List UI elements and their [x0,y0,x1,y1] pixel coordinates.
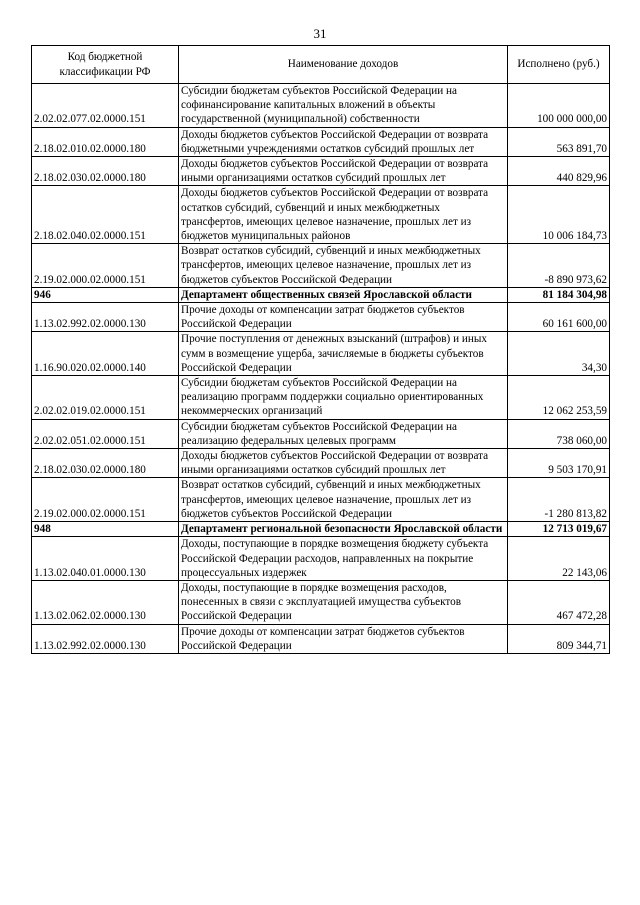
table-row [32,478,610,522]
name-cell: Прочие поступления от денежных взысканий (штрафов) и иных сумм в возмещение ущерба, зачисляемые в бюджеты субъектов Российской Федерации [179,332,508,376]
table-row [32,157,610,186]
amount-cell: 467 472,28 [508,580,610,624]
amount-cell: -1 280 813,82 [508,478,610,522]
header-amount: Исполнено (руб.) [508,46,610,84]
name-cell: Прочие доходы от компенсации затрат бюджетов субъектов Российской Федерации [179,303,508,332]
table-row [32,127,610,156]
name-cell: Департамент общественных связей Ярославской области [179,287,508,302]
name-cell: Прочие доходы от компенсации затрат бюджетов субъектов Российской Федерации [179,624,508,653]
amount-cell: 60 161 600,00 [508,303,610,332]
amount-cell: 12 713 019,67 [508,522,610,537]
code-cell: 1.13.02.992.02.0000.130 [32,303,179,332]
table-row [32,376,610,420]
revenue-table [31,45,610,654]
amount-cell: 10 006 184,73 [508,186,610,244]
amount-cell: -8 890 973,62 [508,244,610,288]
table-row [32,244,610,288]
amount-cell: 440 829,96 [508,157,610,186]
table-row [32,580,610,624]
code-cell: 2.19.02.000.02.0000.151 [32,478,179,522]
name-cell: Субсидии бюджетам субъектов Российской Федерации на реализацию федеральных целевых программ [179,419,508,448]
code-cell: 2.18.02.010.02.0000.180 [32,127,179,156]
amount-cell: 100 000 000,00 [508,84,610,128]
code-cell: 948 [32,522,179,537]
table-header-row [32,46,610,84]
code-cell: 1.16.90.020.02.0000.140 [32,332,179,376]
table-row [32,449,610,478]
code-cell: 1.13.02.040.01.0000.130 [32,537,179,581]
table-row [32,84,610,128]
department-row [32,522,610,537]
name-cell: Доходы, поступающие в порядке возмещения бюджету субъекта Российской Федерации расходов, направленных на покрытие процессуальных издержек [179,537,508,581]
code-cell: 1.13.02.062.02.0000.130 [32,580,179,624]
table-row [32,419,610,448]
name-cell: Доходы бюджетов субъектов Российской Федерации от возврата иными организациями остатков субсидий прошлых лет [179,157,508,186]
name-cell: Субсидии бюджетам субъектов Российской Федерации на софинансирование капитальных вложений в объекты государственной (муниципальной) собственности [179,84,508,128]
name-cell: Доходы бюджетов субъектов Российской Федерации от возврата остатков субсидий, субвенций и иных межбюджетных трансфертов, имеющих целевое назначение, прошлых лет из бюджетов муниципальных районов [179,186,508,244]
code-cell: 946 [32,287,179,302]
page-number: 31 [313,26,327,41]
amount-cell: 34,30 [508,332,610,376]
amount-cell: 809 344,71 [508,624,610,653]
amount-cell: 9 503 170,91 [508,449,610,478]
amount-cell: 563 891,70 [508,127,610,156]
name-cell: Возврат остатков субсидий, субвенций и иных межбюджетных трансфертов, имеющих целевое назначение, прошлых лет из бюджетов субъектов Российской Федерации [179,244,508,288]
code-cell: 1.13.02.992.02.0000.130 [32,624,179,653]
amount-cell: 738 060,00 [508,419,610,448]
header-code: Код бюджетной классификации РФ [32,46,179,84]
code-cell: 2.18.02.040.02.0000.151 [32,186,179,244]
table-row [32,186,610,244]
name-cell: Доходы бюджетов субъектов Российской Федерации от возврата бюджетными учреждениями остатков субсидий прошлых лет [179,127,508,156]
table-row [32,537,610,581]
code-cell: 2.19.02.000.02.0000.151 [32,244,179,288]
name-cell: Возврат остатков субсидий, субвенций и иных межбюджетных трансфертов, имеющих целевое назначение, прошлых лет из бюджетов субъектов Российской Федерации [179,478,508,522]
code-cell: 2.18.02.030.02.0000.180 [32,157,179,186]
amount-cell: 22 143,06 [508,537,610,581]
code-cell: 2.02.02.077.02.0000.151 [32,84,179,128]
amount-cell: 81 184 304,98 [508,287,610,302]
table-row [32,624,610,653]
code-cell: 2.02.02.019.02.0000.151 [32,376,179,420]
department-row [32,287,610,302]
name-cell: Доходы бюджетов субъектов Российской Федерации от возврата иными организациями остатков субсидий прошлых лет [179,449,508,478]
code-cell: 2.02.02.051.02.0000.151 [32,419,179,448]
name-cell: Департамент региональной безопасности Ярославской области [179,522,508,537]
amount-cell: 12 062 253,59 [508,376,610,420]
code-cell: 2.18.02.030.02.0000.180 [32,449,179,478]
name-cell: Субсидии бюджетам субъектов Российской Федерации на реализацию программ поддержки социально ориентированных некоммерческих организаций [179,376,508,420]
header-name: Наименование доходов [179,46,508,84]
name-cell: Доходы, поступающие в порядке возмещения расходов, понесенных в связи с эксплуатацией имущества субъектов Российской Федерации [179,580,508,624]
table-row [32,303,610,332]
table-row [32,332,610,376]
